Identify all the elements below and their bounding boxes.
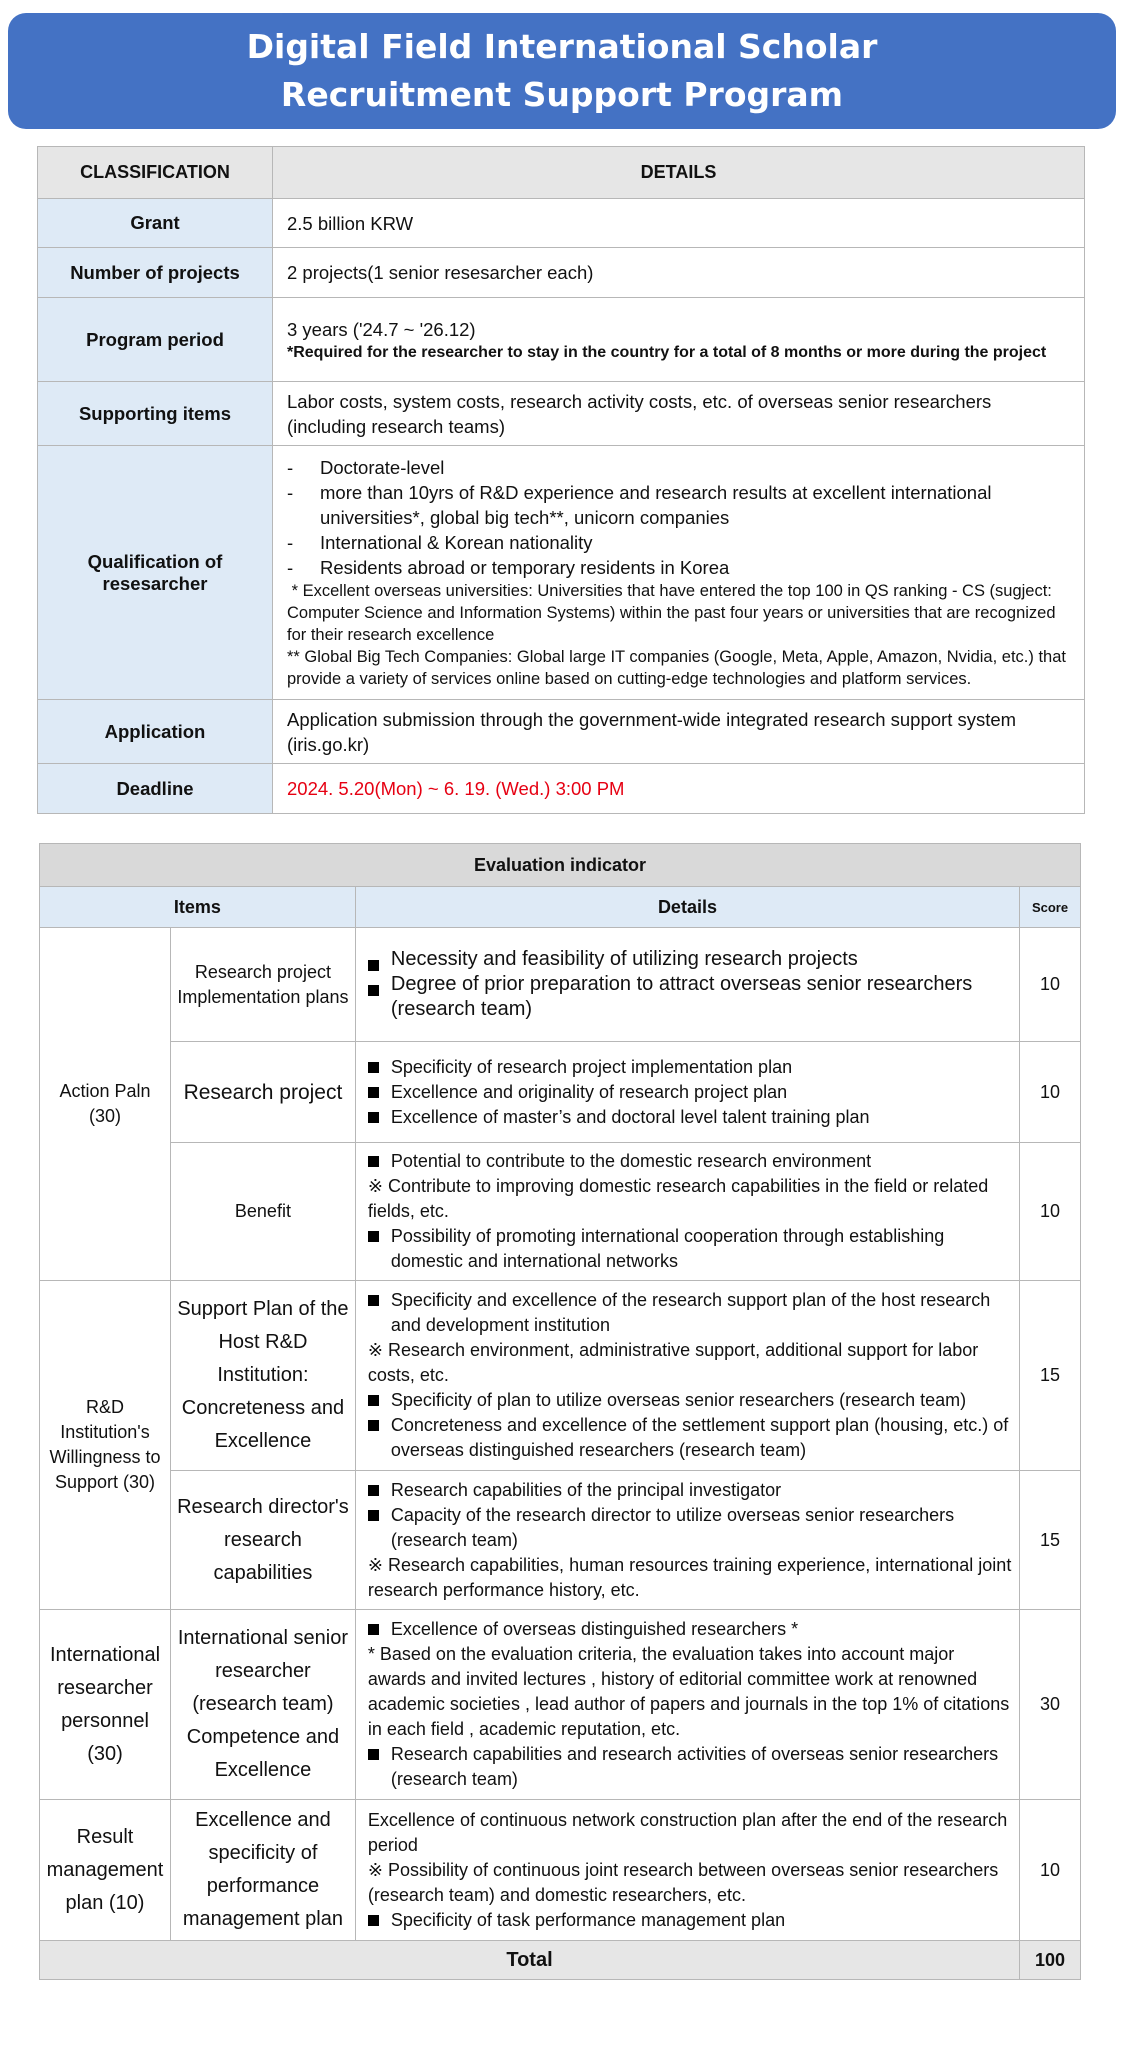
info-header-row bbox=[38, 147, 1085, 199]
detail-bullet bbox=[356, 972, 1013, 1022]
qualification-item bbox=[287, 530, 1070, 555]
details-header: Details bbox=[355, 887, 1019, 928]
detail-note: ※ Research capabilities, human resources training experience, international joint research performance history, etc. bbox=[367, 1554, 1012, 1600]
eval-title: Evaluation indicator bbox=[40, 844, 1081, 887]
projects-row bbox=[38, 248, 1085, 298]
detail-cell bbox=[355, 1281, 1019, 1471]
period-note: *Required for the researcher to stay in the country for a total of 8 months or more during the project bbox=[287, 343, 1047, 361]
qualification-row bbox=[38, 446, 1085, 700]
bullet-text: Degree of prior preparation to attract overseas senior researchers (research team) bbox=[390, 973, 973, 1020]
category-result-management: Result management plan (10) bbox=[40, 1800, 171, 1941]
deadline-label: Deadline bbox=[38, 764, 273, 814]
qualification-item-text: more than 10yrs of R&D experience and research results at excellent international universities*, global big tech**, unicorn companies bbox=[320, 482, 992, 528]
deadline-row bbox=[38, 764, 1085, 814]
dash-marker: - bbox=[287, 532, 294, 553]
detail-note: * Based on the evaluation criteria, the evaluation takes into account major awards and invited lectures , history of editorial committee work at renowned academic societies , lead author of papers and journals in the top 1% of citations in each field , academic reputation, etc. bbox=[367, 1644, 1010, 1739]
dash-marker: - bbox=[287, 557, 294, 578]
banner-title-line-2: Recruitment Support Program bbox=[280, 75, 844, 114]
supporting-label: Supporting items bbox=[38, 382, 273, 446]
bullet-text: Excellence of overseas distinguished researchers * bbox=[390, 1619, 799, 1639]
detail-note: ※ Possibility of continuous joint research between overseas senior researchers (research team) and domestic researchers, etc. bbox=[367, 1859, 999, 1905]
detail-bullet bbox=[356, 1388, 1013, 1413]
qualification-label: Qualification of resesarcher bbox=[38, 446, 273, 700]
evaluation-indicator-table bbox=[39, 843, 1081, 1980]
eval-head-row bbox=[40, 887, 1081, 928]
detail-bullet bbox=[356, 1617, 1013, 1642]
bullet-icon bbox=[368, 1156, 379, 1167]
bullet-text: Research capabilities of the principal investigator bbox=[390, 1479, 782, 1500]
total-score: 100 bbox=[1020, 1941, 1081, 1980]
grant-row bbox=[38, 199, 1085, 248]
detail-bullet bbox=[356, 1224, 1013, 1274]
row-score: 10 bbox=[1020, 928, 1081, 1042]
detail-bullet bbox=[356, 1288, 1013, 1338]
program-info-table bbox=[37, 146, 1085, 814]
bullet-text: Research capabilities and research activities of overseas senior researchers (research team) bbox=[390, 1744, 999, 1789]
deadline-value: 2024. 5.20(Mon) ~ 6. 19. (Wed.) 3:00 PM bbox=[273, 764, 1085, 814]
bullet-text: Excellence and originality of research project plan bbox=[390, 1081, 788, 1102]
category-international-personnel: International researcher personnel (30) bbox=[40, 1610, 171, 1800]
bullet-text: Specificity of task performance management plan bbox=[390, 1909, 786, 1930]
bullet-icon bbox=[368, 1395, 379, 1406]
bullet-icon bbox=[368, 1915, 379, 1926]
bullet-text: Specificity and excellence of the research support plan of the host research and development institution bbox=[390, 1290, 991, 1335]
grant-value: 2.5 billion KRW bbox=[273, 199, 1085, 248]
detail-cell bbox=[355, 1610, 1019, 1800]
bullet-icon bbox=[368, 1749, 379, 1760]
bullet-text: Potential to contribute to the domestic research environment bbox=[390, 1151, 872, 1171]
eval-row bbox=[40, 1471, 1081, 1610]
detail-bullet bbox=[356, 1908, 1013, 1933]
subitem-label: Research project bbox=[170, 1042, 355, 1143]
bullet-icon bbox=[368, 1062, 379, 1073]
subitem-label: Support Plan of the Host R&D Institution: Concreteness and Excellence bbox=[170, 1281, 355, 1471]
detail-bullet bbox=[356, 1105, 1013, 1130]
detail-bullet bbox=[356, 1149, 1013, 1174]
eval-row bbox=[40, 928, 1081, 1042]
dash-marker: - bbox=[287, 457, 294, 478]
qualification-item bbox=[287, 555, 1070, 580]
qualification-item-text: International & Korean nationality bbox=[320, 532, 593, 553]
row-score: 15 bbox=[1020, 1471, 1081, 1610]
bullet-text: Possibility of promoting international cooperation through establishing domestic and international networks bbox=[390, 1226, 945, 1271]
details-header: DETAILS bbox=[273, 147, 1085, 199]
bullet-text: Concreteness and excellence of the settlement support plan (housing, etc.) of overseas distinguished researchers (research team) bbox=[390, 1415, 1009, 1460]
subitem-label: Research director's research capabilities bbox=[170, 1471, 355, 1610]
banner-title-line-1: Digital Field International Scholar bbox=[246, 27, 878, 66]
period-value: 3 years ('24.7 ~ '26.12) bbox=[287, 318, 476, 340]
qualification-item bbox=[287, 455, 1070, 480]
detail-paragraph: Excellence of continuous network construction plan after the end of the research period bbox=[367, 1809, 1008, 1855]
subitem-label: Benefit bbox=[170, 1143, 355, 1281]
eval-title-row bbox=[40, 844, 1081, 887]
detail-note: ※ Contribute to improving domestic research capabilities in the field or related fields, etc. bbox=[367, 1176, 989, 1221]
row-score: 15 bbox=[1020, 1281, 1081, 1471]
bullet-icon bbox=[368, 1112, 379, 1123]
classification-header: CLASSIFICATION bbox=[38, 147, 273, 199]
row-score: 10 bbox=[1020, 1143, 1081, 1281]
total-label: Total bbox=[40, 1941, 1020, 1980]
eval-row bbox=[40, 1143, 1081, 1281]
bullet-icon bbox=[368, 1087, 379, 1098]
period-cell bbox=[273, 298, 1085, 382]
detail-cell bbox=[355, 1800, 1019, 1941]
bullet-text: Specificity of research project implementation plan bbox=[390, 1056, 793, 1077]
detail-cell bbox=[355, 928, 1019, 1042]
bullet-icon bbox=[368, 1485, 379, 1496]
detail-bullet bbox=[356, 1413, 1013, 1463]
supporting-row bbox=[38, 382, 1085, 446]
period-label: Program period bbox=[38, 298, 273, 382]
subitem-label: International senior researcher (research team) Competence and Excellence bbox=[170, 1610, 355, 1800]
subitem-label: Research project Implementation plans bbox=[170, 928, 355, 1042]
detail-cell bbox=[355, 1471, 1019, 1610]
detail-note: ※ Research environment, administrative support, additional support for labor costs, etc. bbox=[367, 1340, 979, 1385]
grant-label: Grant bbox=[38, 199, 273, 248]
detail-bullet bbox=[356, 1503, 1013, 1553]
detail-bullet bbox=[356, 1055, 1013, 1080]
application-label: Application bbox=[38, 700, 273, 764]
eval-row bbox=[40, 1042, 1081, 1143]
detail-cell bbox=[355, 1042, 1019, 1143]
detail-bullet bbox=[356, 1080, 1013, 1105]
bullet-icon bbox=[368, 1295, 379, 1306]
qualification-cell bbox=[273, 446, 1085, 700]
dash-marker: - bbox=[287, 482, 294, 503]
qualification-item-text: Doctorate-level bbox=[320, 457, 445, 478]
bullet-icon bbox=[368, 985, 379, 996]
detail-bullet bbox=[356, 947, 1013, 972]
row-score: 30 bbox=[1020, 1610, 1081, 1800]
application-row bbox=[38, 700, 1085, 764]
bullet-icon bbox=[368, 1510, 379, 1521]
detail-cell bbox=[355, 1143, 1019, 1281]
category-action-plan: Action Paln (30) bbox=[40, 928, 171, 1281]
eval-row bbox=[40, 1281, 1081, 1471]
total-row bbox=[40, 1941, 1081, 1980]
bullet-icon bbox=[368, 1624, 379, 1635]
program-title-banner bbox=[8, 13, 1116, 129]
bullet-text: Specificity of plan to utilize overseas senior researchers (research team) bbox=[390, 1390, 967, 1410]
bullet-text: Necessity and feasibility of utilizing research projects bbox=[390, 948, 858, 970]
score-header: Score bbox=[1020, 887, 1081, 928]
period-row bbox=[38, 298, 1085, 382]
row-score: 10 bbox=[1020, 1800, 1081, 1941]
qualification-item bbox=[287, 480, 1070, 530]
eval-row bbox=[40, 1800, 1081, 1941]
subitem-label: Excellence and specificity of performance management plan bbox=[170, 1800, 355, 1941]
application-value: Application submission through the government-wide integrated research support system (iris.go.kr) bbox=[273, 700, 1085, 764]
eval-row bbox=[40, 1610, 1081, 1800]
row-score: 10 bbox=[1020, 1042, 1081, 1143]
university-footnote: * Excellent overseas universities: Universities that have entered the top 100 in QS ranking - CS (sugject: Computer Science and Information Systems) within the past four years or universities that are recognized for their research excellence bbox=[287, 582, 1061, 644]
detail-bullet bbox=[356, 1742, 1013, 1792]
bullet-text: Capacity of the research director to utilize overseas senior researchers (research team) bbox=[390, 1504, 955, 1550]
qualification-item-text: Residents abroad or temporary residents in Korea bbox=[320, 557, 730, 578]
bullet-icon bbox=[368, 1231, 379, 1242]
items-header: Items bbox=[40, 887, 356, 928]
bigtech-footnote: ** Global Big Tech Companies: Global large IT companies (Google, Meta, Apple, Amazon, Nvidia, etc.) that provide a variety of services online based on cutting-edge technologies and platform services. bbox=[287, 648, 1066, 688]
detail-bullet bbox=[356, 1478, 1013, 1503]
category-rnd-willingness: R&D Institution's Willingness to Support (30) bbox=[40, 1281, 171, 1610]
bullet-icon bbox=[368, 960, 379, 971]
bullet-icon bbox=[368, 1420, 379, 1431]
bullet-text: Excellence of master’s and doctoral level talent training plan bbox=[390, 1106, 870, 1127]
projects-value: 2 projects(1 senior resesarcher each) bbox=[273, 248, 1085, 298]
projects-label: Number of projects bbox=[38, 248, 273, 298]
supporting-value: Labor costs, system costs, research activity costs, etc. of overseas senior researchers (including research teams) bbox=[273, 382, 1085, 446]
